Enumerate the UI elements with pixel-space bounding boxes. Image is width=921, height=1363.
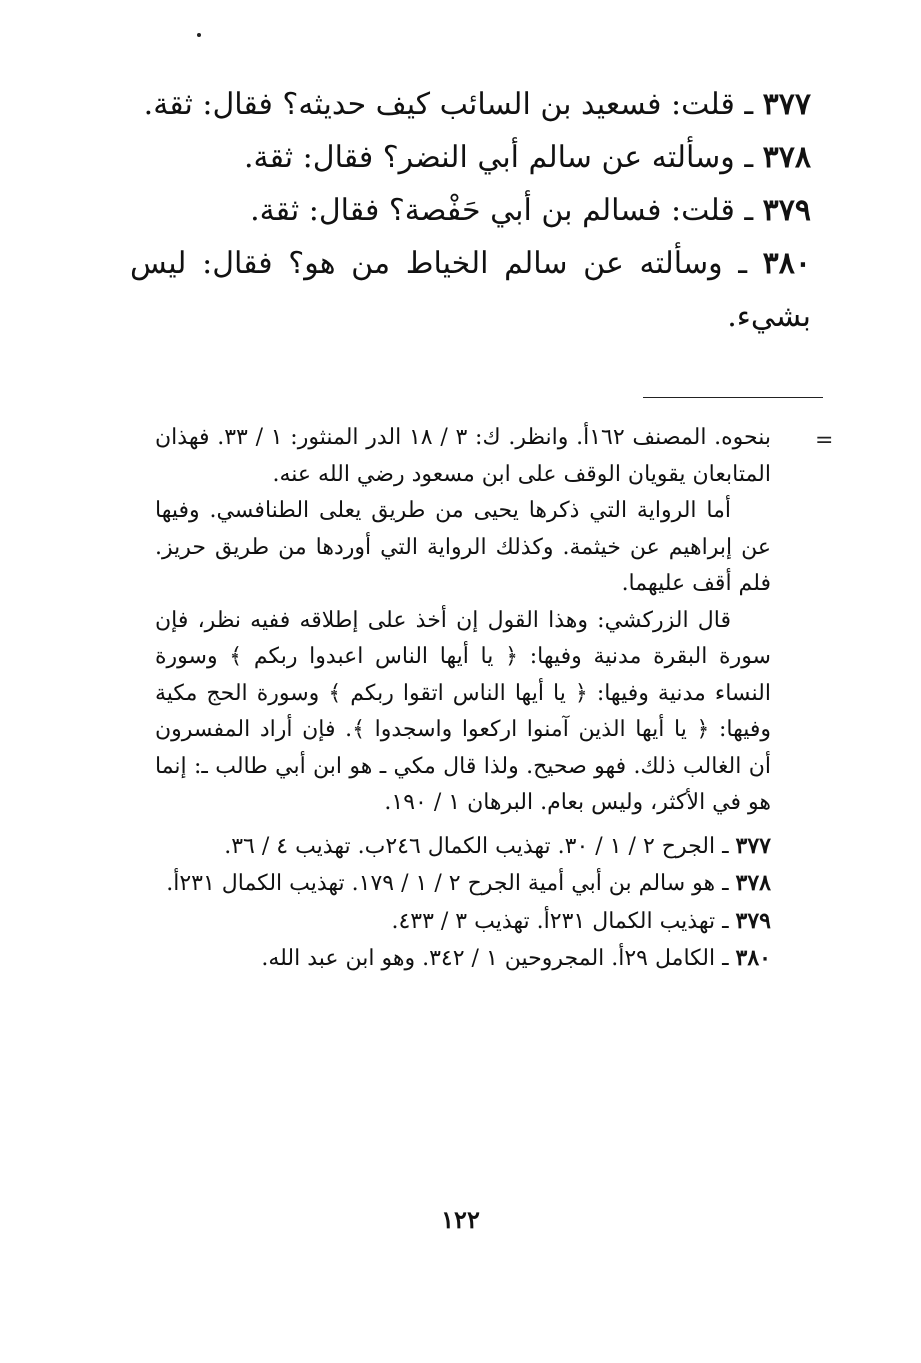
footnote-paragraph: بنحوه. المصنف ١٦٢أ. وانظر. ك: ٣ / ١٨ الدر المنثور: ١ / ٣٣. فهذان المتابعان يقويان الوقف على ابن مسعود رضي الله عنه. (155, 425, 772, 487)
entry-text: ـ قلت: فسالم بن أبي حَفْصة؟ فقال: ثقة. (250, 193, 763, 228)
footnote-ref-378 (155, 865, 771, 903)
entry-377 (130, 78, 811, 131)
footnote-ref-380 (155, 940, 771, 978)
ref-text: ـ الجرح ٢ / ١ / ٣٠. تهذيب الكمال ٢٤٦ب. تهذيب ٤ / ٣٦. (224, 833, 736, 859)
entry-text: ـ قلت: فسعيد بن السائب كيف حديثه؟ فقال: ثقة. (143, 87, 763, 122)
entry-380 (130, 237, 811, 343)
footnote-paragraph: أما الرواية التي ذكرها يحيى من طريق يعلى الطنافسي. وفيها عن إبراهيم عن خيثمة. وكذلك الرواية التي أوردها من طريق حريز. فلم أقف عليهما. (155, 498, 771, 596)
ref-number: ٣٧٨ (735, 870, 771, 896)
footnote-divider (643, 397, 823, 398)
footnote-ref-379 (155, 903, 771, 941)
footnote-ref-377 (155, 828, 771, 866)
page-number: ١٢٢ (441, 1205, 480, 1234)
entry-number: ٣٨٠ (762, 246, 811, 281)
entry-379 (130, 184, 811, 237)
ref-number: ٣٧٩ (735, 907, 771, 934)
ref-text: ـ هو سالم بن أبي أمية الجرح ٢ / ١ / ١٧٩. تهذيب الكمال ٢٣١أ. (166, 871, 736, 896)
entry-number: ٣٧٨ (762, 140, 811, 175)
decorative-dot (197, 33, 201, 37)
ref-text: ـ تهذيب الكمال ٢٣١أ. تهذيب ٣ / ٤٣٣. (391, 908, 736, 934)
footnote-paragraph: قال الزركشي: وهذا القول إن أخذ على إطلاقه ففيه نظر، فإن سورة البقرة مدنية وفيها: ﴿ يا أيها الناس اعبدوا ربكم ﴾ وسورة النساء مدنية وفيها: ﴿ يا أيها الناس اتقوا ربكم ﴾ وسورة الحج مكية وفيها: ﴿ يا أيها الذين آمنوا اركعوا واسجدوا ﴾. فإن أراد المفسرون أن الغالب ذلك. فهو صحيح. ولذا قال مكي ـ هو ابن أبي طالب ـ: إنما هو في الأكثر، وليس بعام. البرهان ١ / ١٩٠. (155, 607, 771, 815)
entry-number: ٣٧٩ (762, 193, 811, 228)
ref-text: ـ الكامل ٢٩أ. المجروحين ١ / ٣٤٢. وهو ابن عبد الله. (261, 946, 736, 971)
entry-number: ٣٧٧ (762, 87, 811, 122)
entry-text: ـ وسألته عن سالم أبي النضر؟ فقال: ثقة. (243, 140, 763, 175)
entry-378 (130, 131, 811, 184)
footnotes (155, 420, 771, 978)
main-text (130, 78, 811, 343)
continuation-mark: = (815, 428, 834, 453)
ref-number: ٣٧٧ (735, 832, 771, 859)
ref-number: ٣٨٠ (735, 945, 771, 971)
entry-text: ـ وسألته عن سالم الخياط من هو؟ فقال: ليس بشيء. (130, 246, 811, 334)
